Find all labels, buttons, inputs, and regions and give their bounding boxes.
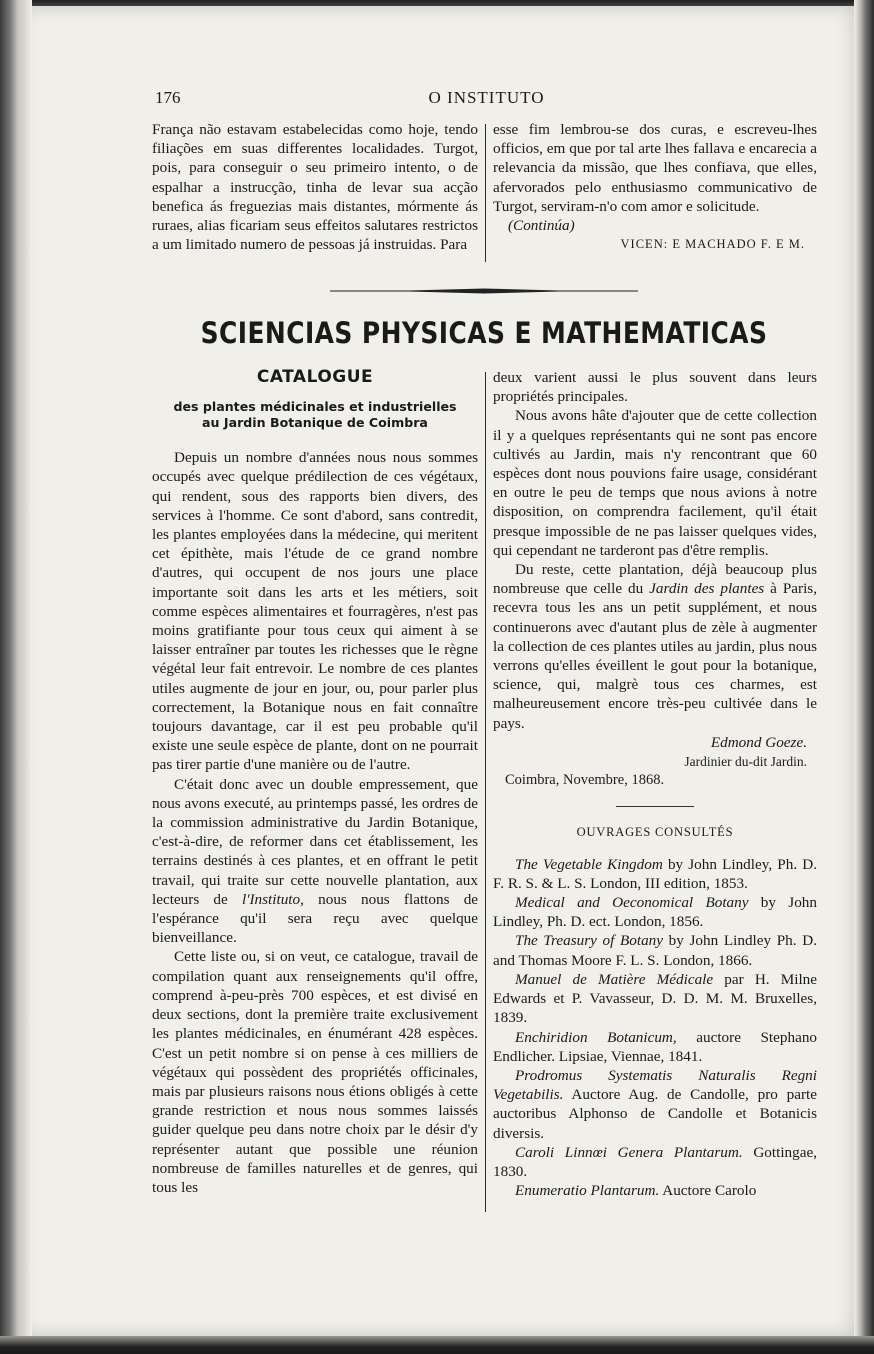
page-right-edge: [854, 0, 874, 1354]
top-left-column: [152, 120, 478, 254]
continued-note: (Continúa): [508, 217, 575, 235]
reference-details: Auctore Carolo: [662, 1182, 757, 1200]
reference-title: Enumeratio Plantarum.: [515, 1182, 660, 1200]
ornamental-rule: [330, 288, 638, 294]
catalogue-paragraph-2: [152, 775, 478, 948]
catalogue-subtitle-line1: des plantes médicinales et industrielles: [173, 399, 457, 415]
catalogue-title: CATALOGUE: [256, 367, 374, 387]
catalogue-subtitle: [152, 399, 478, 431]
catalogue-right-column: [493, 368, 817, 1200]
reference-details: auctore Stephano Endlicher. Lipsiae, Viennae, 1841.: [493, 1028, 818, 1065]
reference-details: by John Lindley, Ph. D. ect. London, 1856.: [493, 894, 817, 931]
jardin-des-plantes: Jardin des plantes: [649, 580, 765, 598]
column-divider-main: [485, 372, 486, 1212]
reference-item: [493, 1028, 817, 1066]
reference-title: Enchiridion Botanicum,: [515, 1028, 677, 1046]
catalogue-paragraph-2-end: nous nous flattons de l'espérance qu'il sera reçu avec quelque bienveillance.: [152, 890, 479, 947]
catalogue-paragraph-3: Cette liste ou, si on veut, ce catalogue, travail de compilation quant aux renseignements qu'il offre, comprend à-peu-près 700 espèces, et est divisé en deux sections, dont la première traite exclusivement les plantes médicinales, en énumérant 428 espèces. C'est un petit nombre si on pense à ces milliers de végétaux qui possèdent des propriétés officinales, mais par plusieurs raisons nous étions obligés à cette grande restriction et nous nous sommes laissés guider quelque peu dans notre choix par le désir d'y représenter autant que possible une réunion nombreuse de familles naturelles et de genres, qui tous les: [152, 948, 478, 1196]
section-title: SCIENCIAS PHYSICAS E MATHEMATICAS: [200, 316, 768, 350]
reference-details: Gottingae, 1830.: [493, 1143, 817, 1180]
place-date: Coimbra, Novembre, 1868.: [505, 772, 665, 789]
reference-title: The Treasury of Botany: [515, 932, 664, 950]
running-title: O INSTITUTO: [428, 88, 545, 107]
top-right-column: [493, 120, 817, 254]
right-paragraph-2: Nous avons hâte d'ajouter que de cette collection il y a quelques représentants qui ne sont pas encore cultivés au Jardin, mais n'y rencontrant que 60 espèces dont nous pouvions faire usage, considérant en outre le peu de temps que nous avions à notre disposition, on comprendra facilement, qu'il était presque impossible de ne pas laisser quelques vides, qui cependant ne tarderont pas d'être remplis.: [493, 407, 817, 559]
catalogue-left-column: [152, 368, 478, 1197]
reference-title: Prodromus Systematis Naturalis Regni Vegetabilis.: [493, 1066, 817, 1104]
reference-item: [493, 1143, 817, 1181]
reference-details: by John Lindley, Ph. D. F. R. S. & L. S. London, III edition, 1853.: [493, 855, 818, 892]
reference-details: Auctore Aug. de Candolle, pro parte auctoribus Alphonso de Candolle et Botanicis diversis.: [493, 1086, 817, 1142]
right-paragraph-3: [493, 560, 817, 733]
short-divider: [616, 806, 694, 807]
signature-name: Edmond Goeze.: [710, 733, 807, 751]
catalogue-subtitle-line2: au Jardin Botanique de Coimbra: [202, 415, 428, 431]
scan-bottom-edge: [0, 1336, 874, 1354]
reference-title: Caroli Linnœi Genera Plantarum.: [515, 1143, 743, 1161]
reference-item: [493, 855, 817, 893]
reference-details: by John Lindley Ph. D. and Thomas Moore F. L. S. London, 1866.: [493, 932, 817, 969]
column-divider-top: [485, 124, 486, 262]
reference-details: par H. Milne Edwards et P. Vavasseur, D. D. M. M. Bruxelles, 1839.: [493, 970, 818, 1027]
right-paragraph-3-end: à Paris, recevra tous les ans un petit supplément, et nous continuerons avec d'autant plus de zèle à augmenter la collection de ces plantes utiles au jardin, plus nous verrons qu'elles éveillent le gout pour la botanique, science, qui, malgrè tous ces charmes, est malheureusement encore très-peu cultivée dans le pays.: [493, 580, 818, 732]
reference-item: [493, 970, 817, 1028]
journal-name: l'Instituto,: [242, 890, 304, 908]
top-left-paragraph: França não estavam estabelecidas como hoje, tendo filiações em suas differentes localidades. Turgot, pois, para conseguir o seu primeiro intento, o de espalhar a instrucção, tinha de levar sua acção benefica ás freguezias mais distantes, mórmente ás ruraes, alias ficariam seus effeitos salutares restrictos a um limitado numero de pessoas já instruidas. Para: [152, 121, 478, 254]
author-signature: VICEN: E MACHADO F. E M.: [620, 237, 805, 252]
reference-item: [493, 1181, 817, 1200]
references-heading: OUVRAGES CONSULTÉS: [576, 825, 734, 840]
reference-title: Medical and Oeconomical Botany: [515, 894, 749, 912]
right-paragraph-1: deux varient aussi le plus souvent dans leurs propriétés principales.: [493, 369, 817, 406]
signature-role: Jardinier du-dit Jardin.: [684, 754, 807, 770]
reference-title: Manuel de Matière Médicale: [515, 970, 714, 988]
reference-item: [493, 893, 817, 931]
catalogue-paragraph-1: Depuis un nombre d'années nous nous sommes occupés avec quelque prédilection de ces végétaux, qui rendent, sous des rapports bien divers, des services à l'homme. Ce sont d'abord, sans contredit, les plantes employées dans la médecine, qui meritent cet épithète, mais l'étude de ce grand nombre d'autres, qui occupent de nos jours une place importante soit dans les arts et les métiers, soit comme espèces alimentaires et fourragères, n'est pas moins gratifiante pour tous ceux qui aiment à se laisser entraîner par toutes les richesses que le règne végétal leur fait entrevoir. Le nombre de ces plantes utiles augmente de jour en jour, ou, pour parler plus correctement, la Botanique nous en fait connaître toujours davantage, car il est peu probable qu'il existe une seule espèce de plante, dont on ne pourrait pas tirer partie d'une manière ou de l'autre.: [152, 449, 478, 774]
reference-title: The Vegetable Kingdom: [515, 855, 663, 873]
reference-item: [493, 931, 817, 969]
page-number: 176: [155, 88, 181, 107]
book-binding-edge: [0, 0, 32, 1354]
reference-item: [493, 1066, 817, 1143]
right-paragraph-3-start: Du reste, cette plantation, déjà beaucoup plus nombreuse que celle du: [493, 561, 817, 598]
top-right-paragraph: esse fim lembrou-se dos curas, e escreveu-lhes officios, em que por tal arte lhes fallava e encarecia a relevancia da missão, que lhes confiava, que elles, afervorados pelo enthusiasmo communicativo de Turgot, serviram-n'o com amor e solicitude.: [493, 121, 817, 215]
catalogue-paragraph-2-start: C'était donc avec un double empressement, que nous avons executé, au printemps passé, les ordres de la commission administrative du Jardin Botanique, c'est-à-dire, de reformer dans cet établissement, les terrains destinés à ces plantes, et en offrant le petit travail, qui traite sur cette nouvelle plantation, aux lecteurs de: [152, 775, 478, 908]
page-header: [155, 88, 818, 110]
